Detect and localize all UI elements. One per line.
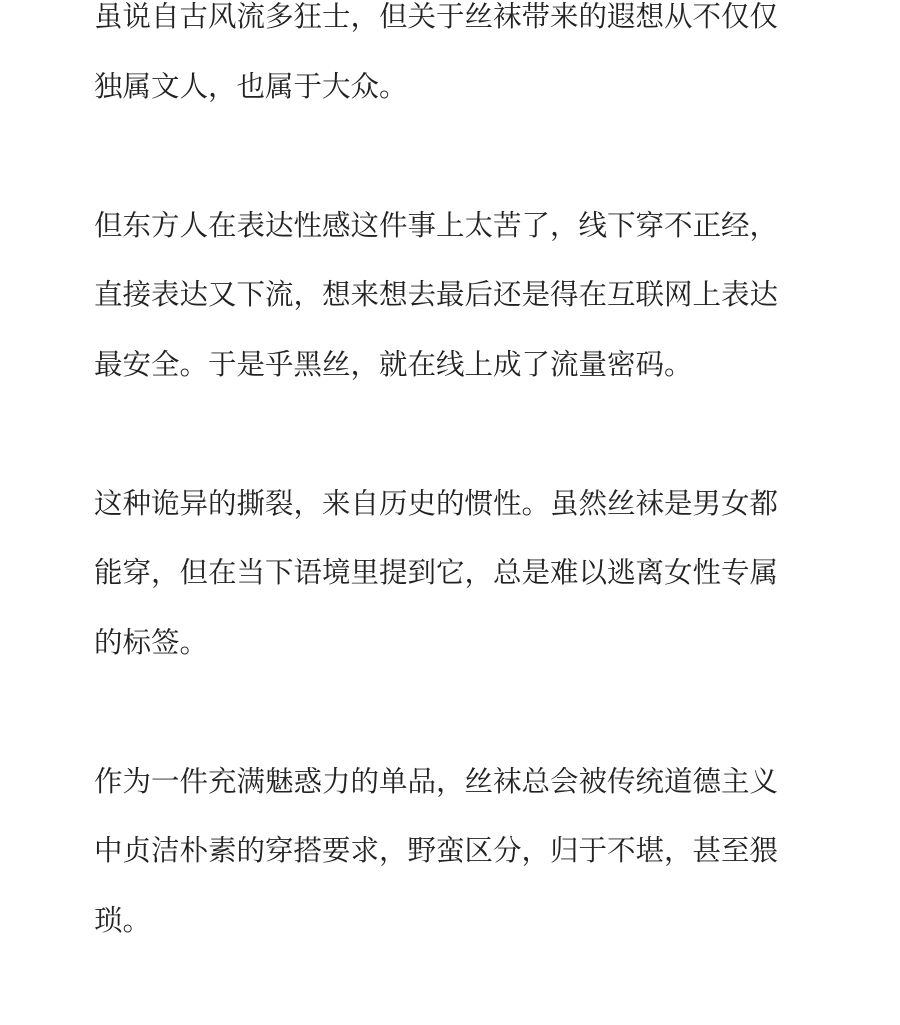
paragraph-line: 最安全。于是乎黑丝，就在线上成了流量密码。 [94,347,693,381]
paragraph-3 [94,469,806,678]
paragraph-line: 直接表达又下流，想来想去最后还是得在互联网上表达 [94,278,779,311]
article-body [94,0,806,1025]
paragraph-line: 中贞洁朴素的穿搭要求，野蛮区分，归于不堪，甚至猥 [94,834,779,867]
paragraph-1 [94,0,806,121]
paragraph-line: 琐。 [94,903,152,937]
paragraph-line: 但东方人在表达性感这件事上太苦了，线下穿不正经， [94,208,779,242]
paragraph-line: 虽说自古风流多狂士，但关于丝袜带来的遐想从不仅仅 [94,0,779,33]
paragraph-line: 的标签。 [94,625,209,659]
paragraph-4 [94,747,806,956]
paragraph-line: 能穿，但在当下语境里提到它，总是难以逃离女性专属 [94,556,779,589]
paragraph-line: 独属文人，也属于大众。 [94,69,408,103]
paragraph-2 [94,191,806,400]
paragraph-line: 作为一件充满魅惑力的单品，丝袜总会被传统道德主义 [94,764,779,798]
paragraph-line: 这种诡异的撕裂，来自历史的惯性。虽然丝袜是男女都 [94,486,779,520]
